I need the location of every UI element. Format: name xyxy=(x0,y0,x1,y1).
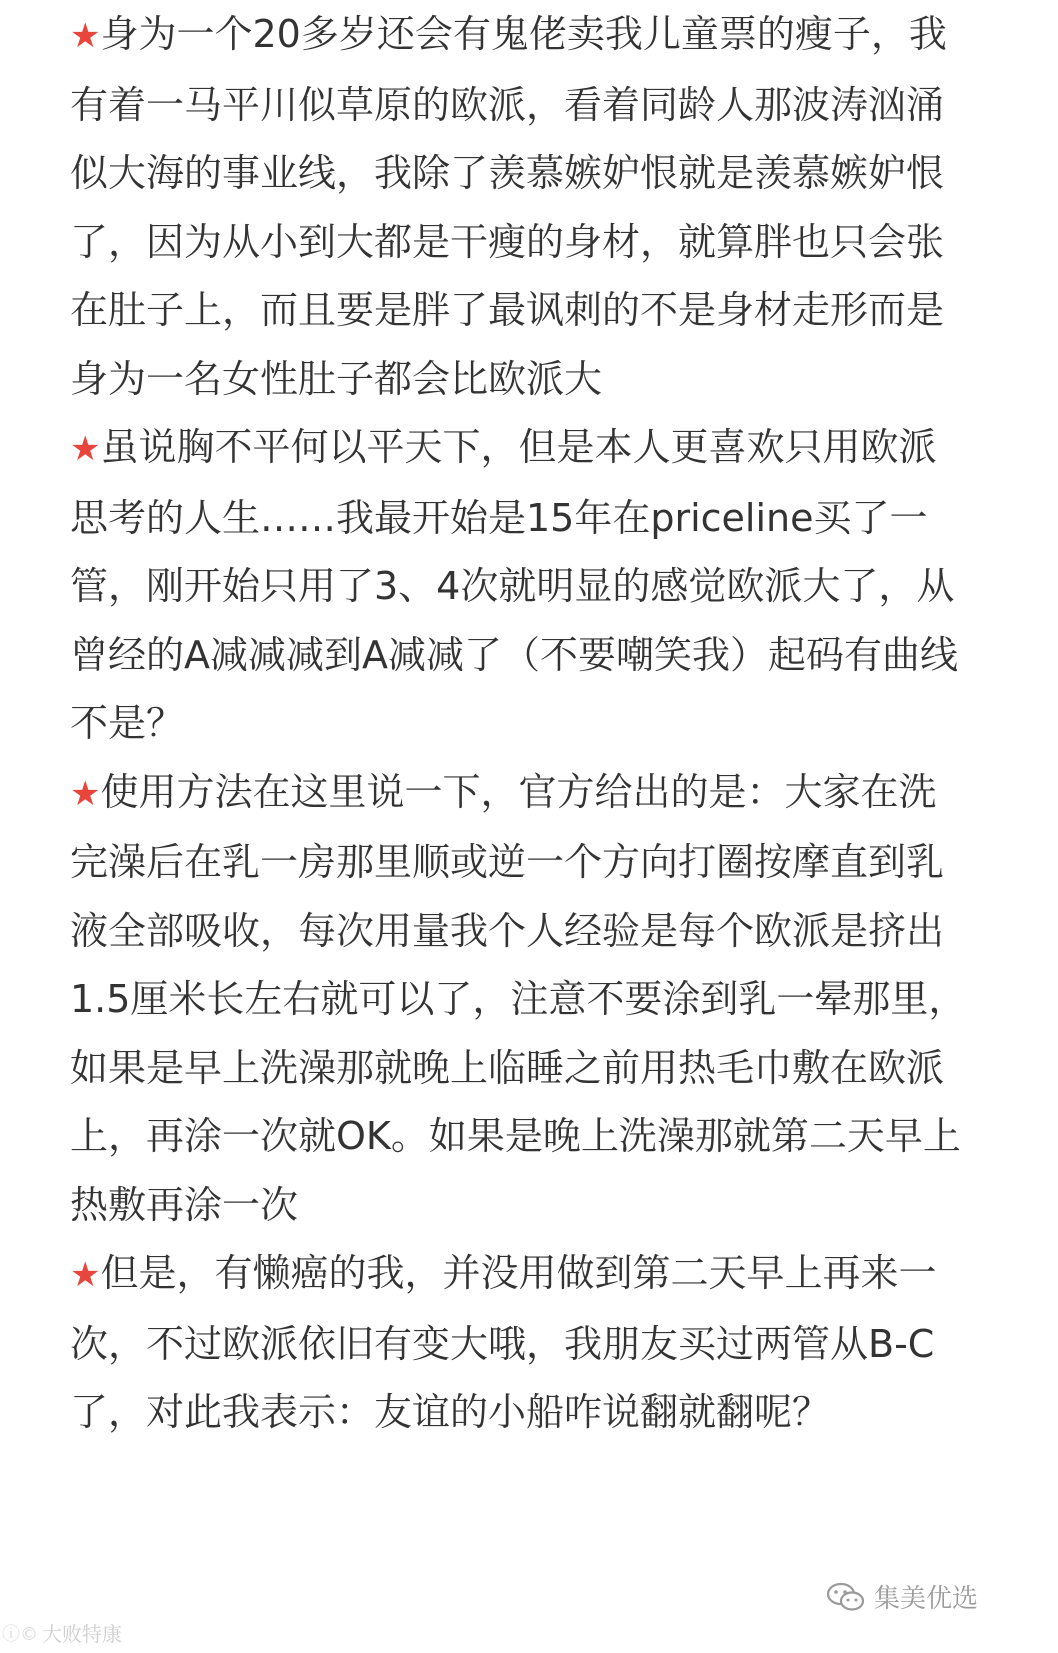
watermark-right xyxy=(826,1578,978,1615)
wechat-icon xyxy=(826,1582,866,1612)
paragraph-text: 使用方法在这里说一下，官方给出的是：大家在洗完澡后在乳一房那里顺或逆一个方向打圈按摩直到乳液全部吸收，每次用量我个人经验是每个欧派是挤出1.5厘米长左右就可以了，注意不要涂到乳一晕那里，如果是早上洗澡那就晚上临睡之前用热毛巾敷在欧派上，再涂一次就OK。如果是晚上洗澡那就第二天早上热敷再涂一次 xyxy=(70,769,967,1227)
star-icon: ★ xyxy=(70,773,101,814)
paragraph-text: 但是，有懒癌的我，并没用做到第二天早上再来一次，不过欧派依旧有变大哦，我朋友买过两管从B-C了，对此我表示：友谊的小船咋说翻就翻呢？ xyxy=(70,1251,937,1434)
watermark-left xyxy=(2,1618,122,1647)
watermark-left-text: 大败特康 xyxy=(42,1622,122,1646)
star-icon: ★ xyxy=(70,1255,101,1295)
paragraph-text: 身为一个20多岁还会有鬼佬卖我儿童票的瘦子，我有着一马平川似草原的欧派，看着同龄人那波涛汹涌似大海的事业线，我除了羡慕嫉妒恨就是羡慕嫉妒恨了，因为从小到大都是干瘦的身材，就算胖也只会张在肚子上，而且要是胖了最讽刺的不是身材走形而是身为一名女性肚子都会比欧派大 xyxy=(70,12,947,401)
paragraph-1 xyxy=(70,0,970,413)
star-icon: ★ xyxy=(70,16,101,56)
paragraph-text: 虽说胸不平何以平天下，但是本人更喜欢只用欧派思考的人生……我最开始是15年在priceline买了一管，刚开始只用了3、4次就明显的感觉欧派大了，从曾经的A减减减到A减减了（不要嘲笑我）起码有曲线不是？ xyxy=(70,425,958,745)
weibo-logo-icon: ⓘ© xyxy=(2,1623,38,1645)
article-body xyxy=(70,0,970,1447)
paragraph-2 xyxy=(70,413,970,758)
paragraph-3 xyxy=(70,758,970,1240)
star-icon: ★ xyxy=(70,429,101,469)
paragraph-4 xyxy=(70,1239,970,1447)
watermark-right-text: 集美优选 xyxy=(873,1584,978,1614)
